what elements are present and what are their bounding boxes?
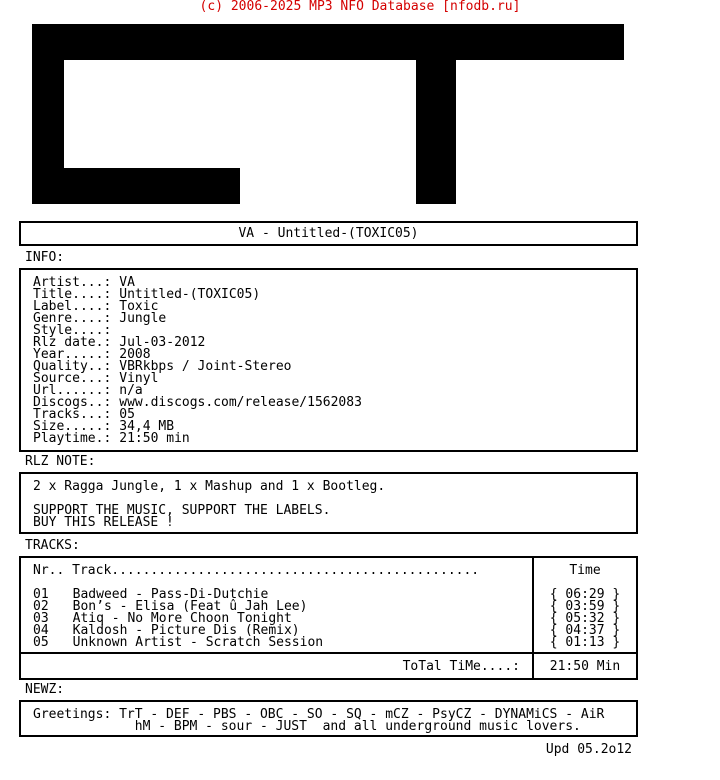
info-box [19,268,638,452]
info-key: Title....: [33,287,112,302]
info-key: Source...: [33,371,112,386]
track-time: { 04:37 } [549,623,621,638]
track-title: Atiq - No More Choon Tonight [72,611,292,626]
info-row [33,433,362,445]
track-number: 01 [33,587,49,602]
track-time: { 03:59 } [549,599,621,614]
info-value: VBRkbps / Joint-Stereo [119,359,292,374]
greetings-line: hM - BPM - sour - JUST and all underground music lovers. [33,719,581,734]
tracks-total-divider [21,652,636,654]
info-key: Tracks...: [33,407,112,422]
info-value: 05 [119,407,135,422]
track-time: { 05:32 } [549,611,621,626]
info-key: Year.....: [33,347,112,362]
tracks-box [19,556,638,680]
track-title: Bon’s - Elisa (Feat û Jah Lee) [72,599,308,614]
info-value: VA [119,275,135,290]
ascii-art-logo [0,0,720,210]
info-key: Size.....: [33,419,112,434]
track-time: { 06:29 } [549,587,621,602]
track-title: Badweed - Pass-Di-Dutchie [72,587,269,602]
info-key: Quality..: [33,359,112,374]
tracks-label: TRACKS: [25,538,80,553]
rlz-note-line: SUPPORT THE MUSIC, SUPPORT THE LABELS. [33,503,331,518]
info-value: 21:50 min [119,431,190,446]
tracks-header-time: Time [569,563,601,578]
track-times [534,589,636,649]
track-number: 02 [33,599,49,614]
rlz-note-label: RLZ NOTE: [25,454,96,469]
newz-label: NEWZ: [25,682,65,697]
info-key: Artist...: [33,275,112,290]
info-value: Untitled-(TOXIC05) [119,287,261,302]
info-key: Discogs..: [33,395,112,410]
info-value: n/a [119,383,143,398]
rlz-note-text [33,481,385,529]
release-title: VA - Untitled-(TOXIC05) [238,226,419,241]
track-row [33,637,323,649]
info-value: www.discogs.com/release/1562083 [119,395,362,410]
tracks-header-nr-track: Nr.. Track............................................... [33,563,480,578]
info-label: INFO: [25,250,65,265]
track-list [33,589,323,649]
info-key: Playtime.: [33,431,112,446]
track-number: 03 [33,611,49,626]
info-value: Jungle [119,311,167,326]
info-key: Label....: [33,299,112,314]
info-value: Jul-03-2012 [119,335,206,350]
newz-box [19,700,638,737]
info-key: Style....: [33,323,112,338]
greetings-text [33,709,604,733]
rlz-note-box [19,472,638,534]
info-value: Vinyl [119,371,159,386]
total-time-label: ToTal TiMe....: [402,659,520,674]
total-time-value: 21:50 Min [549,659,621,674]
track-time: { 01:13 } [549,635,621,650]
info-value: 34,4 MB [119,419,175,434]
rlz-note-line: 2 x Ragga Jungle, 1 x Mashup and 1 x Bootleg. [33,479,386,494]
info-list [33,277,362,445]
greetings-line: Greetings: TrT - DEF - PBS - OBC - SO - SQ - mCZ - PsyCZ - DYNAMiCS - AiR [33,707,605,722]
track-title: Kaldosh - Picture Dis (Remix) [72,623,300,638]
info-key: Url......: [33,383,112,398]
rlz-note-line: BUY THIS RELEASE ! [33,515,174,530]
info-key: Rlz date.: [33,335,112,350]
info-key: Genre....: [33,311,112,326]
info-value: 2008 [119,347,151,362]
info-value: Toxic [119,299,159,314]
update-stamp: Upd 05.2o12 [545,742,632,757]
track-number: 04 [33,623,49,638]
copyright-banner: (c) 2006-2025 MP3 NFO Database [nfodb.ru] [199,0,521,14]
track-title: Unknown Artist - Scratch Session [72,635,324,650]
release-title-box [19,221,638,246]
track-number: 05 [33,635,49,650]
